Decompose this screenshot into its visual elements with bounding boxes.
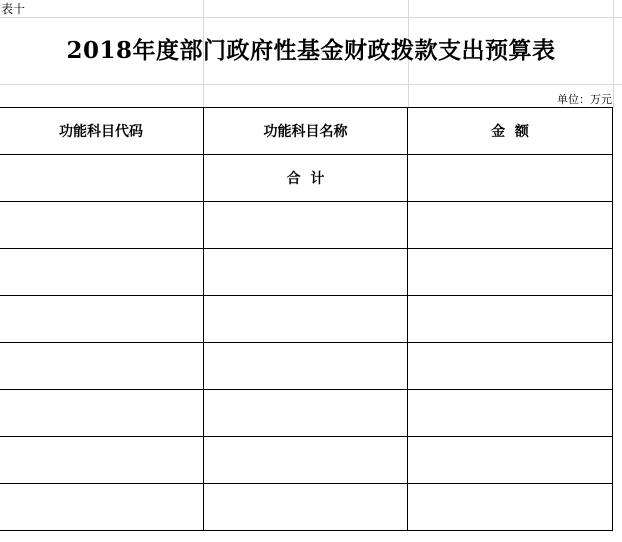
total-label: 合 计 xyxy=(204,155,408,202)
name-cell[interactable] xyxy=(204,390,408,437)
amount-cell[interactable] xyxy=(408,296,613,343)
amount-cell[interactable] xyxy=(408,484,613,531)
header-code: 功能科目代码 xyxy=(0,108,204,155)
unit-label: 单位：万元 xyxy=(557,93,612,106)
table-row xyxy=(0,202,613,249)
table-row xyxy=(0,437,613,484)
table-row xyxy=(0,296,613,343)
amount-cell[interactable] xyxy=(408,390,613,437)
name-cell[interactable] xyxy=(204,296,408,343)
table-row xyxy=(0,484,613,531)
budget-table xyxy=(0,107,613,531)
amount-cell[interactable] xyxy=(408,437,613,484)
name-cell[interactable] xyxy=(204,202,408,249)
total-row xyxy=(0,155,613,202)
total-amount-cell[interactable] xyxy=(408,155,613,202)
header-amount: 金 额 xyxy=(408,108,613,155)
page-title: 2018年度部门政府性基金财政拨款支出预算表 xyxy=(66,37,556,64)
total-code-cell[interactable] xyxy=(0,155,204,202)
code-cell[interactable] xyxy=(0,202,204,249)
code-cell[interactable] xyxy=(0,437,204,484)
code-cell[interactable] xyxy=(0,249,204,296)
name-cell[interactable] xyxy=(204,249,408,296)
code-cell[interactable] xyxy=(0,484,204,531)
name-cell[interactable] xyxy=(204,343,408,390)
grid-line xyxy=(0,17,622,18)
table-row xyxy=(0,390,613,437)
header-row xyxy=(0,108,613,155)
header-name: 功能科目名称 xyxy=(204,108,408,155)
code-cell[interactable] xyxy=(0,390,204,437)
code-cell[interactable] xyxy=(0,296,204,343)
name-cell[interactable] xyxy=(204,484,408,531)
table-row xyxy=(0,249,613,296)
amount-cell[interactable] xyxy=(408,249,613,296)
sheet-label: 表十 xyxy=(1,2,26,16)
table-row xyxy=(0,343,613,390)
code-cell[interactable] xyxy=(0,343,204,390)
grid-line xyxy=(0,84,622,85)
name-cell[interactable] xyxy=(204,437,408,484)
amount-cell[interactable] xyxy=(408,202,613,249)
amount-cell[interactable] xyxy=(408,343,613,390)
